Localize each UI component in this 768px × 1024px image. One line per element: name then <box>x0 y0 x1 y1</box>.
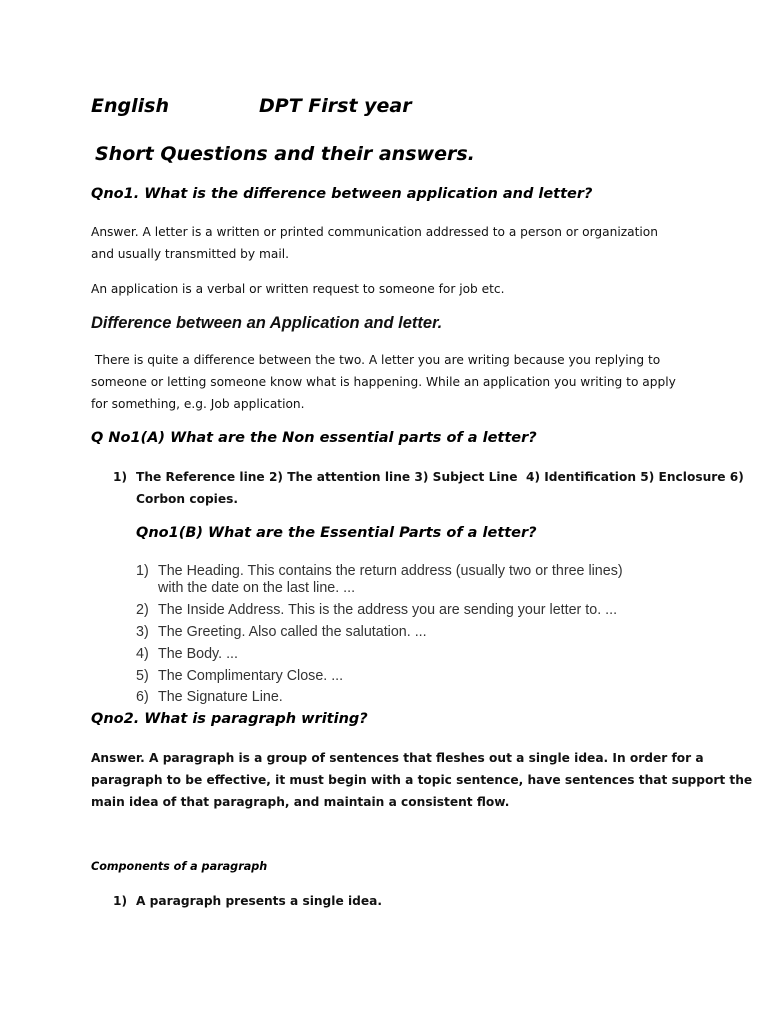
component-item-1-text: A paragraph presents a single idea. <box>136 894 382 908</box>
essential-item-5-number: 5) <box>136 668 149 684</box>
question-1b: Qno1(B) What are the Essential Parts of a letter? <box>136 525 537 541</box>
essential-item-2-number: 2) <box>136 602 149 618</box>
question-2: Qno2. What is paragraph writing? <box>91 711 368 727</box>
component-item-1-number: 1) <box>113 894 128 908</box>
essential-item-1-line-1: The Heading. This contains the return address (usually two or three lines) <box>158 563 623 579</box>
non-essential-item-line-2: Corbon copies. <box>136 492 238 506</box>
answer-2-line-1: Answer. A paragraph is a group of sentences that fleshes out a single idea. In order for a <box>91 751 704 765</box>
answer-1-line-2: and usually transmitted by mail. <box>91 247 289 261</box>
essential-item-5-text: The Complimentary Close. ... <box>158 668 344 684</box>
non-essential-item-number: 1) <box>113 470 128 484</box>
answer-2-line-2: paragraph to be effective, it must begin with a topic sentence, have sentences that support the <box>91 773 753 787</box>
components-heading: Components of a paragraph <box>91 860 268 873</box>
essential-item-3-number: 3) <box>136 624 149 640</box>
essential-item-2-text: The Inside Address. This is the address you are sending your letter to. ... <box>158 602 618 618</box>
difference-line-3: for something, e.g. Job application. <box>91 397 305 411</box>
essential-item-6-number: 6) <box>136 689 149 705</box>
question-1: Qno1. What is the difference between application and letter? <box>91 186 593 202</box>
essential-item-4-text: The Body. ... <box>158 646 238 662</box>
section-title: Short Questions and their answers. <box>95 143 475 165</box>
difference-heading: Difference between an Application and letter. <box>91 314 443 332</box>
essential-item-6-text: The Signature Line. <box>158 689 283 705</box>
essential-item-3-text: The Greeting. Also called the salutation. ... <box>158 624 427 640</box>
essential-item-4-number: 4) <box>136 646 149 662</box>
difference-line-2: someone or letting someone know what is happening. While an application you writing to apply <box>91 375 676 389</box>
difference-line-1: There is quite a difference between the two. A letter you are writing because you replying to <box>91 353 661 367</box>
course-title: DPT First year <box>259 95 412 117</box>
application-definition: An application is a verbal or written request to someone for job etc. <box>91 282 505 296</box>
answer-1-line-1: Answer. A letter is a written or printed communication addressed to a person or organization <box>91 225 658 239</box>
non-essential-item-line-1: The Reference line 2) The attention line 3) Subject Line 4) Identification 5) Enclosure 6) <box>136 470 744 484</box>
question-1a: Q No1(A) What are the Non essential parts of a letter? <box>91 430 537 446</box>
essential-item-1-line-2: with the date on the last line. ... <box>158 580 356 596</box>
essential-item-1-number: 1) <box>136 563 149 579</box>
answer-2-line-3: main idea of that paragraph, and maintain a consistent flow. <box>91 795 510 809</box>
subject-title: English <box>91 95 169 117</box>
